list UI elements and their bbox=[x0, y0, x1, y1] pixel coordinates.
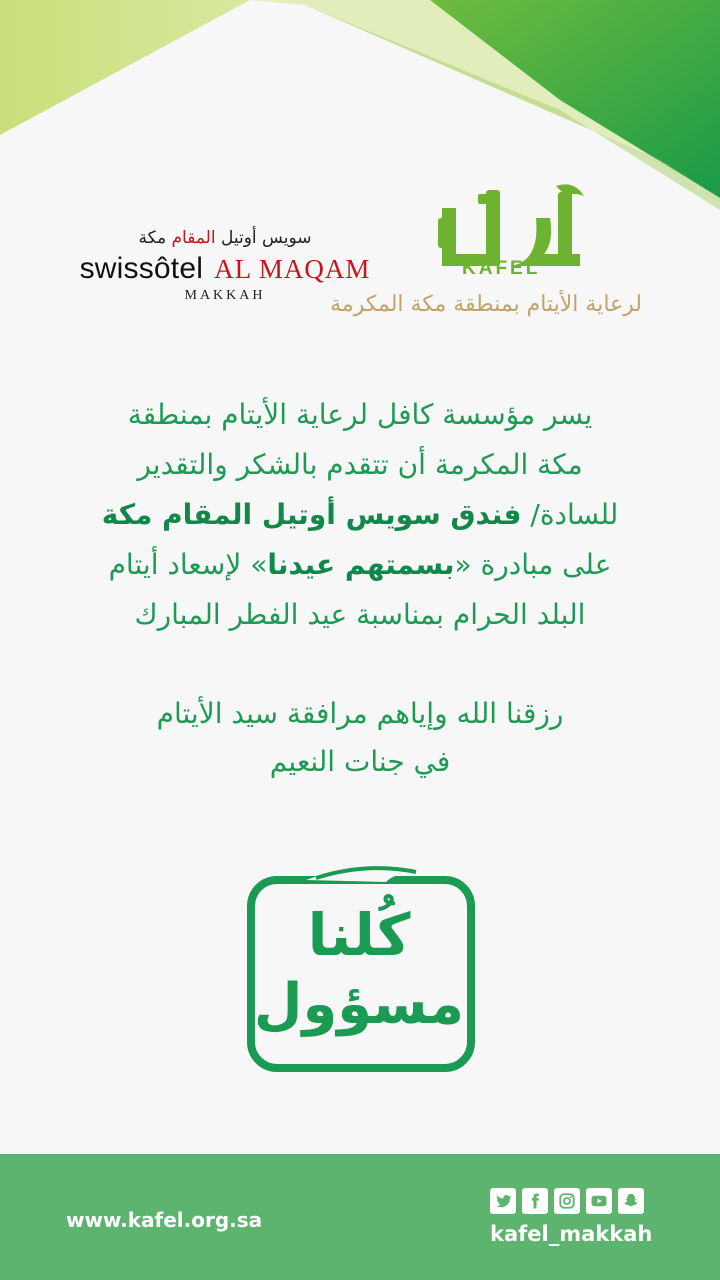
slogan-line-2: مسؤول bbox=[253, 972, 465, 1037]
social-icons bbox=[490, 1188, 644, 1214]
slogan-line-1: كُلنا bbox=[307, 901, 411, 969]
message-line-4-prefix: على مبادرة « bbox=[454, 548, 612, 581]
message-line-4 bbox=[60, 540, 660, 590]
social-handle[interactable]: kafel_makkah bbox=[490, 1222, 653, 1246]
initiative-name-highlight: بسمتهم عيدنا bbox=[267, 548, 455, 581]
message-line-3-prefix: للسادة/ bbox=[521, 498, 619, 531]
instagram-icon[interactable] bbox=[554, 1188, 580, 1214]
swissotel-arabic-name bbox=[70, 228, 380, 248]
website-link[interactable]: www.kafel.org.sa bbox=[66, 1208, 263, 1232]
hotel-name-highlight: فندق سويس أوتيل المقام مكة bbox=[101, 498, 522, 531]
swissotel-arabic-part2: المقام bbox=[171, 228, 216, 248]
thank-you-message bbox=[60, 390, 660, 640]
prayer-line-1: رزقنا الله وإياهم مرافقة سيد الأيتام bbox=[156, 697, 564, 730]
message-line-5: البلد الحرام بمناسبة عيد الفطر المبارك bbox=[134, 598, 586, 631]
message-line-4-suffix: » لإسعاد أيتام bbox=[108, 548, 268, 581]
kafel-english-name: KAFEL bbox=[462, 258, 541, 279]
swissotel-english-name bbox=[70, 252, 380, 286]
slogan-text bbox=[252, 900, 466, 1040]
swissotel-city: MAKKAH bbox=[184, 288, 266, 303]
kafel-tagline: لرعاية الأيتام بمنطقة مكة المكرمة bbox=[330, 292, 642, 317]
message-line-3 bbox=[60, 490, 660, 540]
swissotel-arabic-part1: سويس أوتيل bbox=[220, 228, 312, 248]
youtube-icon[interactable] bbox=[586, 1188, 612, 1214]
swissotel-brand: swissôtel bbox=[79, 252, 204, 285]
swissotel-arabic-city: مكة bbox=[138, 228, 167, 248]
twitter-icon[interactable] bbox=[490, 1188, 516, 1214]
snapchat-icon[interactable] bbox=[618, 1188, 644, 1214]
prayer-line-2: في جنات النعيم bbox=[269, 745, 451, 778]
swissotel-brand-suffix: AL MAQAM bbox=[214, 254, 371, 284]
message-line-1: يسر مؤسسة كافل لرعاية الأيتام بمنطقة bbox=[127, 398, 593, 431]
prayer-text bbox=[60, 690, 660, 786]
message-line-2: مكة المكرمة أن تتقدم بالشكر والتقدير bbox=[137, 448, 583, 481]
facebook-icon[interactable] bbox=[522, 1188, 548, 1214]
